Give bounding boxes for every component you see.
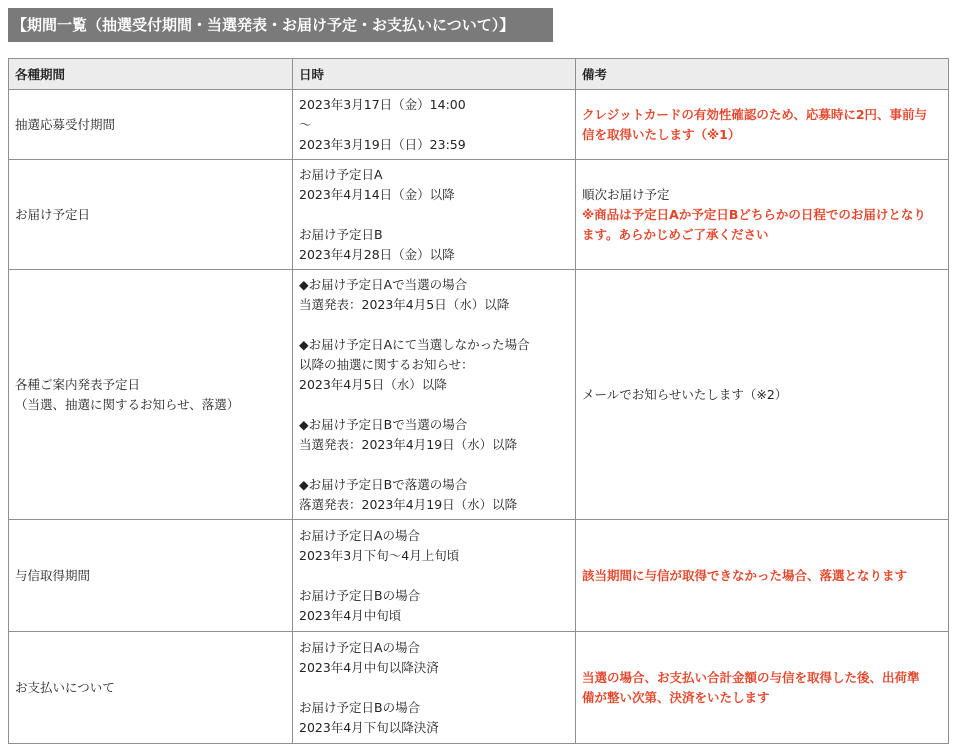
page-title: 【期間一覧（抽選受付期間・当選発表・お届け予定・お支払いについて）】	[8, 8, 553, 42]
cell-text: お届け予定日	[15, 206, 91, 222]
cell-text: お支払いについて	[15, 679, 115, 695]
cell-text: ※商品は予定日Aか予定日Bどちらかの日程でのお届けとなり	[582, 206, 926, 222]
cell-text: 2023年4月中旬頃	[299, 607, 402, 623]
table-row	[9, 160, 949, 270]
cell-text: お届け予定日Bの場合	[299, 587, 421, 603]
cell-text: お届け予定日Aの場合	[299, 527, 421, 543]
spacer	[299, 315, 569, 335]
cell-period	[9, 270, 293, 520]
cell-notes	[576, 632, 949, 744]
cell-text: 当選発表：2023年4月5日（水）以降	[299, 296, 510, 312]
cell-notes	[576, 90, 949, 160]
cell-text: 2023年4月28日（金）以降	[299, 246, 455, 262]
cell-text: 2023年4月下旬以降決済	[299, 719, 439, 735]
cell-notes	[576, 270, 949, 520]
period-table	[8, 58, 949, 744]
header-period: 各種期間	[9, 59, 293, 90]
cell-text: 与信取得期間	[15, 567, 91, 583]
cell-text: 備が整い次第、決済をいたします	[582, 689, 770, 705]
cell-period	[9, 160, 293, 270]
cell-period	[9, 520, 293, 632]
cell-text: 2023年3月17日（金）14:00	[299, 96, 466, 112]
cell-text: 抽選応募受付期間	[15, 116, 116, 132]
cell-text: ◆お届け予定日Bで当選の場合	[299, 416, 468, 432]
cell-datetime	[293, 90, 576, 160]
cell-notes	[576, 160, 949, 270]
header-notes: 備考	[576, 59, 949, 90]
cell-text: メールでお知らせいたします（※2）	[582, 386, 788, 402]
cell-text: お届け予定日Aの場合	[299, 639, 421, 655]
cell-text: 順次お届け予定	[582, 186, 670, 202]
cell-datetime	[293, 160, 576, 270]
cell-text: 2023年3月下旬～4月上旬頃	[299, 547, 460, 563]
cell-text: 2023年4月14日（金）以降	[299, 186, 455, 202]
cell-text: 2023年3月19日（日）23:59	[299, 136, 466, 152]
cell-text: 2023年4月5日（水）以降	[299, 376, 447, 392]
spacer	[299, 678, 569, 698]
cell-text: ます。あらかじめご了承ください	[582, 226, 769, 242]
cell-text: お届け予定日B	[299, 226, 383, 242]
cell-datetime	[293, 632, 576, 744]
cell-datetime	[293, 270, 576, 520]
cell-text: ◆お届け予定日Aで当選の場合	[299, 276, 468, 292]
cell-notes	[576, 520, 949, 632]
spacer	[299, 395, 569, 415]
cell-datetime	[293, 520, 576, 632]
cell-text: ◆お届け予定日Bで落選の場合	[299, 476, 468, 492]
cell-text: ～	[299, 116, 312, 132]
cell-text: 当選の場合、お支払い合計金額の与信を取得した後、出荷準	[582, 669, 920, 685]
cell-text: 各種ご案内発表予定日	[15, 376, 141, 392]
cell-text: 2023年4月中旬以降決済	[299, 659, 439, 675]
spacer	[299, 455, 569, 475]
cell-text: 信を取得いたします（※1）	[582, 126, 741, 142]
table-row	[9, 270, 949, 520]
cell-text: 落選発表：2023年4月19日（水）以降	[299, 496, 518, 512]
spacer	[299, 566, 569, 586]
table-header-row	[9, 59, 949, 90]
table-row	[9, 632, 949, 744]
table-row	[9, 90, 949, 160]
cell-text: 当選発表：2023年4月19日（水）以降	[299, 436, 518, 452]
spacer	[299, 205, 569, 225]
cell-text: ◆お届け予定日Aにて当選しなかった場合	[299, 336, 530, 352]
table-row	[9, 520, 949, 632]
cell-text: 以降の抽選に関するお知らせ：	[299, 356, 474, 372]
cell-text: （当選、抽選に関するお知らせ、落選）	[15, 396, 240, 412]
cell-text: 該当期間に与信が取得できなかった場合、落選となります	[582, 567, 908, 583]
cell-text: クレジットカードの有効性確認のため、応募時に2円、事前与	[582, 106, 928, 122]
header-datetime: 日時	[293, 59, 576, 90]
cell-text: お届け予定日A	[299, 166, 383, 182]
cell-period	[9, 90, 293, 160]
cell-text: お届け予定日Bの場合	[299, 699, 421, 715]
cell-period	[9, 632, 293, 744]
